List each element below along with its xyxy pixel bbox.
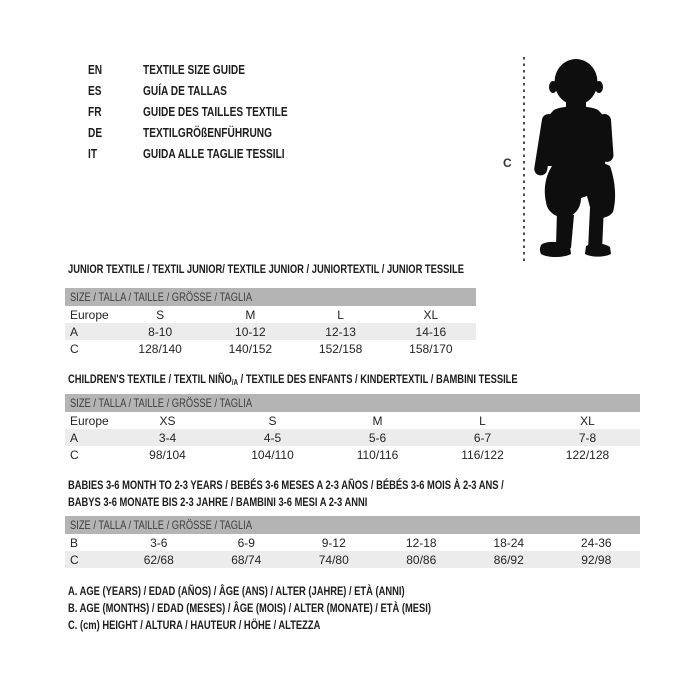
babies-size-table xyxy=(65,516,640,568)
table-cell: 7-8 xyxy=(578,430,597,445)
language-list xyxy=(88,59,328,164)
table-cell: 6-9 xyxy=(237,535,255,550)
table-row-europe xyxy=(65,306,476,323)
table-cell: 104/110 xyxy=(251,447,294,462)
table-cell: L xyxy=(479,413,486,428)
table-cell: XL xyxy=(423,307,439,322)
table-cell: 110/116 xyxy=(356,447,399,462)
table-cell: M xyxy=(372,413,383,428)
table-cell: XS xyxy=(159,413,176,428)
footnote-a-text: A. AGE (YEARS) / EDAD (AÑOS) / ÂGE (ANS) / ALTER (JAHRE) / ETÀ (ANNI) xyxy=(68,583,405,598)
table-cell: 3-4 xyxy=(158,430,177,445)
row-label: C xyxy=(70,447,79,462)
junior-textile-title xyxy=(68,261,576,278)
table-row-europe xyxy=(65,412,640,429)
table-cell: 3-6 xyxy=(150,535,168,550)
table-cell: 12-13 xyxy=(325,324,356,339)
height-measure-line xyxy=(523,57,525,263)
babies-textile-title xyxy=(68,477,627,511)
children-title-suffix: / TEXTILE DES ENFANTS / KINDERTEXTIL / BAMBINI TESSILE xyxy=(238,372,518,386)
size-header-label: SIZE / TALLA / TAILLE / GRÖSSE / TAGLIA xyxy=(70,290,253,304)
height-measure-label: C xyxy=(503,156,512,170)
row-label: A xyxy=(70,324,79,339)
table-cell: 5-6 xyxy=(368,430,387,445)
row-label: Europe xyxy=(70,413,109,428)
lang-row-it xyxy=(88,143,328,164)
table-cell: 80/86 xyxy=(406,552,437,567)
size-header-bar xyxy=(65,394,640,412)
lang-label: TEXTILE SIZE GUIDE xyxy=(143,62,245,77)
lang-row-de xyxy=(88,122,328,143)
lang-label: TEXTILGRÖßENFÜHRUNG xyxy=(143,125,273,140)
table-cell: 98/104 xyxy=(149,447,186,462)
table-cell: 128/140 xyxy=(138,341,182,356)
row-label: B xyxy=(70,535,79,550)
lang-code: DE xyxy=(88,125,103,140)
size-header-label: SIZE / TALLA / TAILLE / GRÖSSE / TAGLIA xyxy=(70,518,253,532)
table-cell: 68/74 xyxy=(231,552,262,567)
table-cell: 152/158 xyxy=(318,341,363,356)
lang-label: GUIDA ALLE TAGLIE TESSILI xyxy=(143,146,285,161)
table-cell: 12-18 xyxy=(405,535,437,550)
baby-silhouette-icon xyxy=(530,56,620,260)
lang-label: GUÍA DE TALLAS xyxy=(143,83,227,98)
children-title-prefix: CHILDREN'S TEXTILE / TEXTIL NIÑO xyxy=(68,372,232,386)
table-cell: S xyxy=(268,413,277,428)
table-cell: 92/98 xyxy=(581,552,612,567)
lang-row-fr xyxy=(88,101,328,122)
junior-textile-title-text: JUNIOR TEXTILE / TEXTIL JUNIOR/ TEXTILE JUNIOR / JUNIORTEXTIL / JUNIOR TESSILE xyxy=(68,262,464,276)
footnote-a xyxy=(68,582,533,599)
table-cell: 10-12 xyxy=(235,324,266,339)
table-cell: 9-12 xyxy=(321,535,346,550)
lang-row-en xyxy=(88,59,328,80)
lang-label: GUIDE DES TAILLES TEXTILE xyxy=(143,104,288,119)
table-cell: 14-16 xyxy=(415,324,447,339)
table-cell: 140/152 xyxy=(228,341,273,356)
row-label: C xyxy=(70,552,79,567)
children-textile-title xyxy=(68,371,644,391)
table-row-height xyxy=(65,551,640,568)
footnote-b xyxy=(68,599,533,616)
table-row-age xyxy=(65,323,476,340)
table-cell: L xyxy=(337,307,344,322)
size-header-label: SIZE / TALLA / TAILLE / GRÖSSE / TAGLIA xyxy=(70,396,253,410)
footnotes xyxy=(68,582,533,633)
lang-code: EN xyxy=(88,62,103,77)
babies-title-line2: BABYS 3-6 MONATE BIS 2-3 JAHRE / BAMBINI 3-6 MESI A 2-3 ANNI xyxy=(68,495,368,509)
table-row-age-months xyxy=(65,534,640,551)
lang-code: ES xyxy=(88,83,102,98)
table-cell: 122/128 xyxy=(565,447,610,462)
table-cell: 158/170 xyxy=(409,341,453,356)
table-cell: 4-5 xyxy=(263,430,282,445)
table-cell: S xyxy=(156,307,165,322)
table-cell: 86/92 xyxy=(493,552,524,567)
size-header-bar xyxy=(65,288,476,306)
children-title-subscript: /A xyxy=(231,378,239,387)
table-row-height xyxy=(65,340,476,357)
size-header-bar xyxy=(65,516,640,534)
row-label: A xyxy=(70,430,79,445)
table-cell: 24-36 xyxy=(580,535,612,550)
footnote-c-text: C. (cm) HEIGHT / ALTURA / HAUTEUR / HÖHE / ALTEZZA xyxy=(68,617,321,632)
table-cell: 116/122 xyxy=(461,447,504,462)
table-cell: 6-7 xyxy=(473,430,492,445)
row-label: C xyxy=(70,341,79,356)
footnote-c xyxy=(68,616,533,633)
footnote-b-text: B. AGE (MONTHS) / EDAD (MESES) / ÂGE (MOIS) / ALTER (MONATE) / ETÀ (MESI) xyxy=(68,600,431,615)
table-cell: 8-10 xyxy=(148,324,173,339)
table-row-age xyxy=(65,429,640,446)
table-cell: M xyxy=(245,307,256,322)
lang-code: FR xyxy=(88,104,102,119)
table-cell: 62/68 xyxy=(143,552,174,567)
lang-row-es xyxy=(88,80,328,101)
table-cell: 74/80 xyxy=(318,552,349,567)
junior-size-table xyxy=(65,288,476,357)
table-row-height xyxy=(65,446,640,463)
children-textile-title-text xyxy=(68,371,518,391)
row-label: Europe xyxy=(70,307,109,322)
table-cell: XL xyxy=(580,413,595,428)
babies-title-line1: BABIES 3-6 MONTH TO 2-3 YEARS / BEBÉS 3-6 MESES A 2-3 AÑOS / BÉBÉS 3-6 MOIS À 2-3 ANS / xyxy=(68,478,504,492)
table-cell: 18-24 xyxy=(493,535,525,550)
lang-code: IT xyxy=(88,146,98,161)
children-size-table xyxy=(65,394,640,463)
